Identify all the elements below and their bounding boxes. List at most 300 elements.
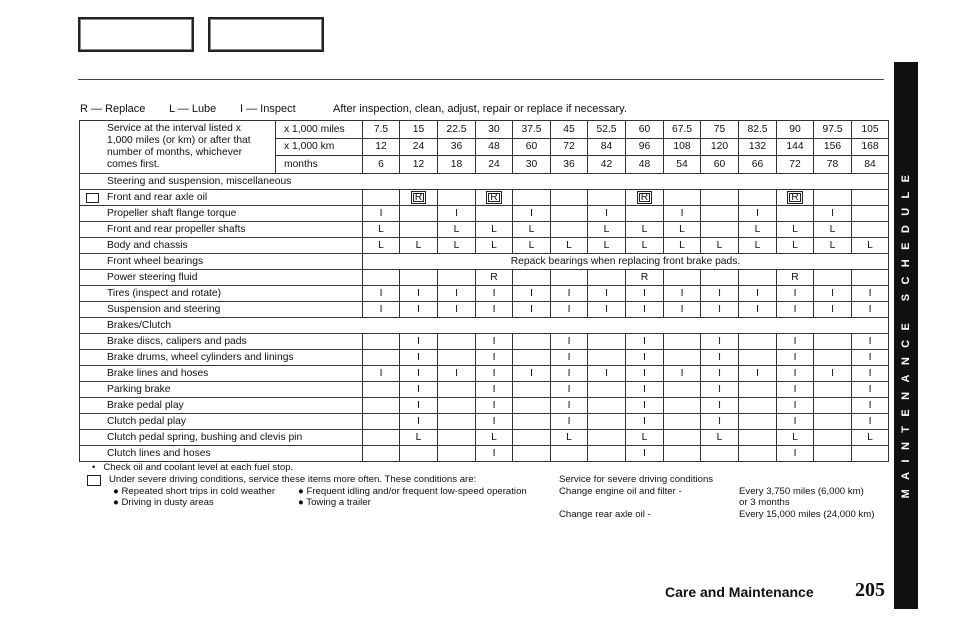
schedule-cell <box>363 398 400 414</box>
schedule-cell <box>739 286 777 302</box>
interval-miles-cell: 97.5 <box>814 121 852 139</box>
interval-miles-cell: 30 <box>476 121 513 139</box>
schedule-cell <box>814 366 852 382</box>
interval-months-cell: 54 <box>664 156 701 174</box>
legend-replace: R — Replace <box>80 103 146 115</box>
schedule-cell <box>664 382 701 398</box>
schedule-mark: I <box>455 208 458 219</box>
condition-idling: ● Frequent idling and/or frequent low-speed operation <box>298 486 527 497</box>
schedule-cell <box>664 398 701 414</box>
schedule-cell <box>588 206 626 222</box>
schedule-mark: I <box>417 352 420 363</box>
interval-miles-cell: 22.5 <box>438 121 476 139</box>
schedule-cell <box>476 430 513 446</box>
schedule-mark: L <box>792 224 798 235</box>
schedule-cell <box>476 382 513 398</box>
interval-miles-cell: 15 <box>400 121 438 139</box>
schedule-cell <box>739 334 777 350</box>
schedule-mark: L <box>415 432 422 443</box>
schedule-cell <box>363 206 400 222</box>
schedule-cell <box>626 446 664 462</box>
schedule-cell <box>363 222 400 238</box>
schedule-cell <box>626 270 664 286</box>
item-label-text: Clutch pedal spring, bushing and clevis pin <box>107 432 303 443</box>
interval-months-cell: 78 <box>814 156 852 174</box>
schedule-cell <box>363 302 400 318</box>
schedule-cell <box>852 206 889 222</box>
item-label <box>80 270 363 286</box>
table-row <box>80 206 889 222</box>
schedule-cell <box>814 398 852 414</box>
item-label <box>80 398 363 414</box>
schedule-mark: I <box>567 384 571 395</box>
schedule-mark: I <box>605 208 608 219</box>
replace-mark-boxed: R <box>411 191 426 204</box>
table-row <box>80 121 889 139</box>
schedule-cell <box>513 222 551 238</box>
schedule-cell <box>701 222 739 238</box>
schedule-cell <box>476 222 513 238</box>
schedule-cell <box>701 350 739 366</box>
schedule-cell <box>777 430 814 446</box>
interval-months-cell: 60 <box>701 156 739 174</box>
table-row <box>80 286 889 302</box>
schedule-mark: I <box>417 416 420 427</box>
schedule-cell <box>626 206 664 222</box>
schedule-mark: I <box>379 208 383 219</box>
schedule-cell <box>513 334 551 350</box>
schedule-mark: R <box>791 272 799 283</box>
schedule-mark: I <box>567 400 571 411</box>
schedule-cell <box>739 190 777 206</box>
schedule-cell <box>400 334 438 350</box>
schedule-cell <box>626 398 664 414</box>
schedule-cell <box>664 446 701 462</box>
oil-interval-months: or 3 months <box>739 497 790 508</box>
schedule-cell <box>814 446 852 462</box>
schedule-cell <box>626 430 664 446</box>
schedule-mark: I <box>379 288 383 299</box>
schedule-cell <box>476 206 513 222</box>
interval-km-cell: 144 <box>777 138 814 156</box>
schedule-cell <box>626 382 664 398</box>
schedule-cell <box>588 398 626 414</box>
schedule-mark: L <box>566 240 572 251</box>
interval-km-cell: 72 <box>551 138 588 156</box>
schedule-cell <box>852 190 889 206</box>
schedule-cell <box>513 270 551 286</box>
schedule-cell <box>701 430 739 446</box>
schedule-cell <box>551 206 588 222</box>
legend-lube: L — Lube <box>169 103 217 115</box>
schedule-mark: I <box>567 288 571 299</box>
schedule-mark: I <box>643 288 646 299</box>
schedule-mark: I <box>492 400 496 411</box>
schedule-mark: L <box>603 224 610 235</box>
schedule-mark: I <box>492 368 496 379</box>
schedule-mark: I <box>567 416 571 427</box>
item-label-text: Body and chassis <box>107 240 188 251</box>
schedule-cell <box>551 270 588 286</box>
replace-mark-boxed: R <box>787 191 802 204</box>
table-row <box>80 430 889 446</box>
schedule-cell <box>476 302 513 318</box>
schedule-mark: I <box>567 304 571 315</box>
table-row <box>80 350 889 366</box>
schedule-cell <box>363 286 400 302</box>
schedule-cell <box>363 334 400 350</box>
schedule-cell <box>701 270 739 286</box>
unit-label-months: months <box>276 156 363 174</box>
interval-months-cell: 42 <box>588 156 626 174</box>
schedule-cell <box>363 446 400 462</box>
schedule-mark: I <box>831 288 834 299</box>
footer-title: Care and Maintenance <box>665 584 814 600</box>
schedule-mark: R <box>640 272 649 283</box>
schedule-cell <box>588 190 626 206</box>
schedule-mark: I <box>868 416 872 427</box>
schedule-cell <box>777 446 814 462</box>
schedule-mark: I <box>868 352 872 363</box>
interval-miles-cell: 52.5 <box>588 121 626 139</box>
item-label-text: Clutch lines and hoses <box>107 448 211 459</box>
schedule-cell <box>814 414 852 430</box>
schedule-cell <box>476 286 513 302</box>
schedule-mark: I <box>455 368 458 379</box>
schedule-cell <box>476 190 513 206</box>
item-label-text: Front and rear axle oil <box>107 192 208 203</box>
item-label <box>80 238 363 254</box>
item-label-text: Brake drums, wheel cylinders and linings <box>107 352 294 363</box>
oil-item: Change engine oil and filter - <box>559 486 682 497</box>
interval-miles-cell: 67.5 <box>664 121 701 139</box>
schedule-mark: I <box>492 336 496 347</box>
schedule-mark: I <box>643 384 646 395</box>
schedule-mark: I <box>567 336 571 347</box>
schedule-mark: I <box>643 416 646 427</box>
schedule-cell <box>626 334 664 350</box>
item-label <box>80 414 363 430</box>
schedule-mark: I <box>492 304 496 315</box>
schedule-mark: I <box>718 288 721 299</box>
interval-miles-cell: 105 <box>852 121 889 139</box>
table-row <box>80 366 889 382</box>
schedule-mark: L <box>641 240 648 251</box>
schedule-mark: I <box>831 304 834 315</box>
schedule-mark: I <box>718 368 721 379</box>
service-interval-text: Service at the interval listed x 1,000 miles (or km) or after that number of months, whichever comes first. <box>80 121 276 174</box>
schedule-cell <box>400 430 438 446</box>
sidebar-title: MAINTENANCE SCHEDULE <box>900 165 912 499</box>
schedule-cell <box>513 238 551 254</box>
schedule-cell <box>852 382 889 398</box>
schedule-cell <box>814 286 852 302</box>
interval-miles-cell: 7.5 <box>363 121 400 139</box>
item-label <box>80 206 363 222</box>
schedule-mark: I <box>680 368 684 379</box>
schedule-cell <box>664 414 701 430</box>
item-label <box>80 286 363 302</box>
schedule-mark: I <box>718 384 721 395</box>
item-label-text: Propeller shaft flange torque <box>107 208 237 219</box>
replace-mark-boxed: R <box>486 191 501 204</box>
schedule-mark: L <box>829 240 836 251</box>
schedule-cell <box>588 430 626 446</box>
schedule-mark: I <box>643 400 646 411</box>
schedule-mark: I <box>718 416 721 427</box>
schedule-cell <box>852 222 889 238</box>
schedule-mark: I <box>379 304 383 315</box>
item-label <box>80 446 363 462</box>
schedule-cell <box>664 238 701 254</box>
table-row <box>80 382 889 398</box>
schedule-mark: I <box>680 304 684 315</box>
schedule-cell <box>852 286 889 302</box>
schedule-cell <box>551 350 588 366</box>
schedule-cell <box>626 350 664 366</box>
axle-interval: Every 15,000 miles (24,000 km) <box>739 509 875 520</box>
schedule-cell <box>664 286 701 302</box>
schedule-cell <box>551 446 588 462</box>
unit-label-miles: x 1,000 miles <box>276 121 363 139</box>
table-row <box>80 190 889 206</box>
schedule-cell <box>363 414 400 430</box>
schedule-cell <box>852 350 889 366</box>
schedule-mark: L <box>679 224 685 235</box>
schedule-cell <box>513 286 551 302</box>
interval-months-cell: 66 <box>739 156 777 174</box>
table-row <box>80 254 889 270</box>
schedule-cell <box>363 366 400 382</box>
schedule-mark: L <box>528 224 535 235</box>
schedule-cell <box>777 270 814 286</box>
schedule-cell <box>400 398 438 414</box>
schedule-mark: I <box>605 304 608 315</box>
schedule-mark: I <box>718 400 721 411</box>
schedule-mark: I <box>417 384 420 395</box>
schedule-cell <box>852 334 889 350</box>
schedule-cell <box>476 270 513 286</box>
schedule-cell <box>400 350 438 366</box>
schedule-cell <box>739 350 777 366</box>
schedule-cell <box>814 302 852 318</box>
schedule-cell <box>551 366 588 382</box>
schedule-cell <box>664 302 701 318</box>
schedule-mark: L <box>792 432 798 443</box>
page-number: 205 <box>855 579 885 601</box>
schedule-cell <box>476 446 513 462</box>
schedule-cell <box>438 206 476 222</box>
item-label <box>80 430 363 446</box>
schedule-mark: I <box>455 288 458 299</box>
schedule-cell <box>513 430 551 446</box>
schedule-cell <box>852 446 889 462</box>
table-row <box>80 302 889 318</box>
schedule-mark: I <box>756 208 759 219</box>
item-label-text: Front and rear propeller shafts <box>107 224 246 235</box>
schedule-cell <box>588 382 626 398</box>
schedule-cell <box>551 382 588 398</box>
schedule-cell <box>701 398 739 414</box>
schedule-mark: L <box>792 240 798 251</box>
schedule-mark: I <box>756 288 759 299</box>
schedule-cell <box>626 190 664 206</box>
schedule-mark: L <box>528 240 535 251</box>
schedule-cell <box>551 414 588 430</box>
schedule-mark: L <box>491 432 497 443</box>
schedule-cell <box>814 350 852 366</box>
schedule-cell <box>739 206 777 222</box>
schedule-cell <box>626 286 664 302</box>
schedule-cell <box>664 366 701 382</box>
interval-km-cell: 84 <box>588 138 626 156</box>
severe-marker-icon <box>86 193 99 203</box>
schedule-cell <box>400 238 438 254</box>
schedule-cell <box>701 238 739 254</box>
schedule-mark: I <box>868 336 872 347</box>
schedule-mark: L <box>566 432 572 443</box>
schedule-cell <box>701 334 739 350</box>
schedule-cell <box>777 238 814 254</box>
oil-interval: Every 3,750 miles (6,000 km) <box>739 486 864 497</box>
schedule-mark: I <box>643 448 646 459</box>
schedule-cell <box>852 430 889 446</box>
interval-miles-cell: 75 <box>701 121 739 139</box>
condition-dusty: ● Driving in dusty areas <box>113 497 214 508</box>
schedule-cell <box>438 382 476 398</box>
schedule-cell <box>363 382 400 398</box>
schedule-cell <box>400 366 438 382</box>
schedule-cell <box>626 366 664 382</box>
schedule-cell <box>438 350 476 366</box>
interval-miles-cell: 60 <box>626 121 664 139</box>
interval-km-cell: 120 <box>701 138 739 156</box>
schedule-mark: I <box>605 288 608 299</box>
schedule-mark: I <box>831 208 834 219</box>
schedule-cell <box>438 414 476 430</box>
note-check-oil: • Check oil and coolant level at each fuel stop. <box>92 462 294 473</box>
condition-cold-trips: ● Repeated short trips in cold weather <box>113 486 276 497</box>
axle-item: Change rear axle oil - <box>559 509 651 520</box>
schedule-cell <box>588 350 626 366</box>
schedule-cell <box>551 398 588 414</box>
schedule-cell <box>513 398 551 414</box>
schedule-cell <box>363 270 400 286</box>
item-label-text: Tires (inspect and rotate) <box>107 288 222 299</box>
schedule-cell <box>438 302 476 318</box>
interval-km-cell: 24 <box>400 138 438 156</box>
schedule-cell <box>701 446 739 462</box>
legend-note: After inspection, clean, adjust, repair or replace if necessary. <box>333 103 627 115</box>
schedule-mark: I <box>417 400 420 411</box>
schedule-mark: I <box>605 368 608 379</box>
schedule-cell <box>852 270 889 286</box>
schedule-cell <box>852 366 889 382</box>
schedule-cell <box>701 302 739 318</box>
interval-months-cell: 84 <box>852 156 889 174</box>
schedule-mark: L <box>641 224 648 235</box>
schedule-cell <box>739 446 777 462</box>
schedule-cell <box>739 382 777 398</box>
schedule-cell <box>438 190 476 206</box>
bearings-note: Repack bearings when replacing front brake pads. <box>363 254 889 270</box>
schedule-cell <box>513 190 551 206</box>
schedule-mark: L <box>641 432 648 443</box>
schedule-mark: I <box>417 368 420 379</box>
header-box-right <box>208 17 324 52</box>
schedule-cell <box>400 206 438 222</box>
table-row <box>80 398 889 414</box>
schedule-cell <box>438 286 476 302</box>
schedule-mark: I <box>756 368 759 379</box>
schedule-mark: L <box>378 240 384 251</box>
schedule-cell <box>664 222 701 238</box>
schedule-mark: I <box>567 368 571 379</box>
item-label <box>80 302 363 318</box>
schedule-cell <box>400 382 438 398</box>
table-row <box>80 238 889 254</box>
schedule-cell <box>400 302 438 318</box>
interval-km-cell: 60 <box>513 138 551 156</box>
schedule-cell <box>739 366 777 382</box>
schedule-cell <box>588 286 626 302</box>
severe-title: Service for severe driving conditions <box>559 474 714 485</box>
schedule-cell <box>400 222 438 238</box>
schedule-cell <box>814 206 852 222</box>
schedule-cell <box>777 206 814 222</box>
schedule-mark: L <box>716 432 723 443</box>
schedule-mark: I <box>643 368 646 379</box>
schedule-mark: R <box>490 272 498 283</box>
schedule-mark: I <box>718 352 721 363</box>
item-label: Front wheel bearings <box>80 254 363 270</box>
schedule-mark: I <box>417 304 420 315</box>
schedule-cell <box>739 222 777 238</box>
schedule-cell <box>739 414 777 430</box>
interval-months-cell: 12 <box>400 156 438 174</box>
schedule-cell <box>701 366 739 382</box>
schedule-cell <box>438 334 476 350</box>
schedule-cell <box>476 350 513 366</box>
interval-miles-cell: 82.5 <box>739 121 777 139</box>
schedule-cell <box>588 302 626 318</box>
maintenance-schedule-table <box>79 120 889 462</box>
schedule-cell <box>400 270 438 286</box>
schedule-cell <box>551 238 588 254</box>
schedule-cell <box>588 414 626 430</box>
unit-label-km: x 1,000 km <box>276 138 363 156</box>
item-label-text: Clutch pedal play <box>107 416 186 427</box>
schedule-mark: L <box>867 432 873 443</box>
schedule-mark: L <box>453 224 460 235</box>
schedule-mark: L <box>491 224 497 235</box>
schedule-cell <box>852 398 889 414</box>
schedule-cell <box>701 206 739 222</box>
schedule-cell <box>664 190 701 206</box>
interval-months-cell: 6 <box>363 156 400 174</box>
interval-months-cell: 36 <box>551 156 588 174</box>
schedule-cell <box>588 334 626 350</box>
schedule-mark: I <box>643 304 646 315</box>
interval-miles-cell: 37.5 <box>513 121 551 139</box>
schedule-mark: L <box>603 240 610 251</box>
schedule-cell <box>513 414 551 430</box>
schedule-cell <box>777 286 814 302</box>
schedule-cell <box>588 446 626 462</box>
schedule-cell <box>664 430 701 446</box>
schedule-mark: I <box>793 400 797 411</box>
schedule-cell <box>777 366 814 382</box>
